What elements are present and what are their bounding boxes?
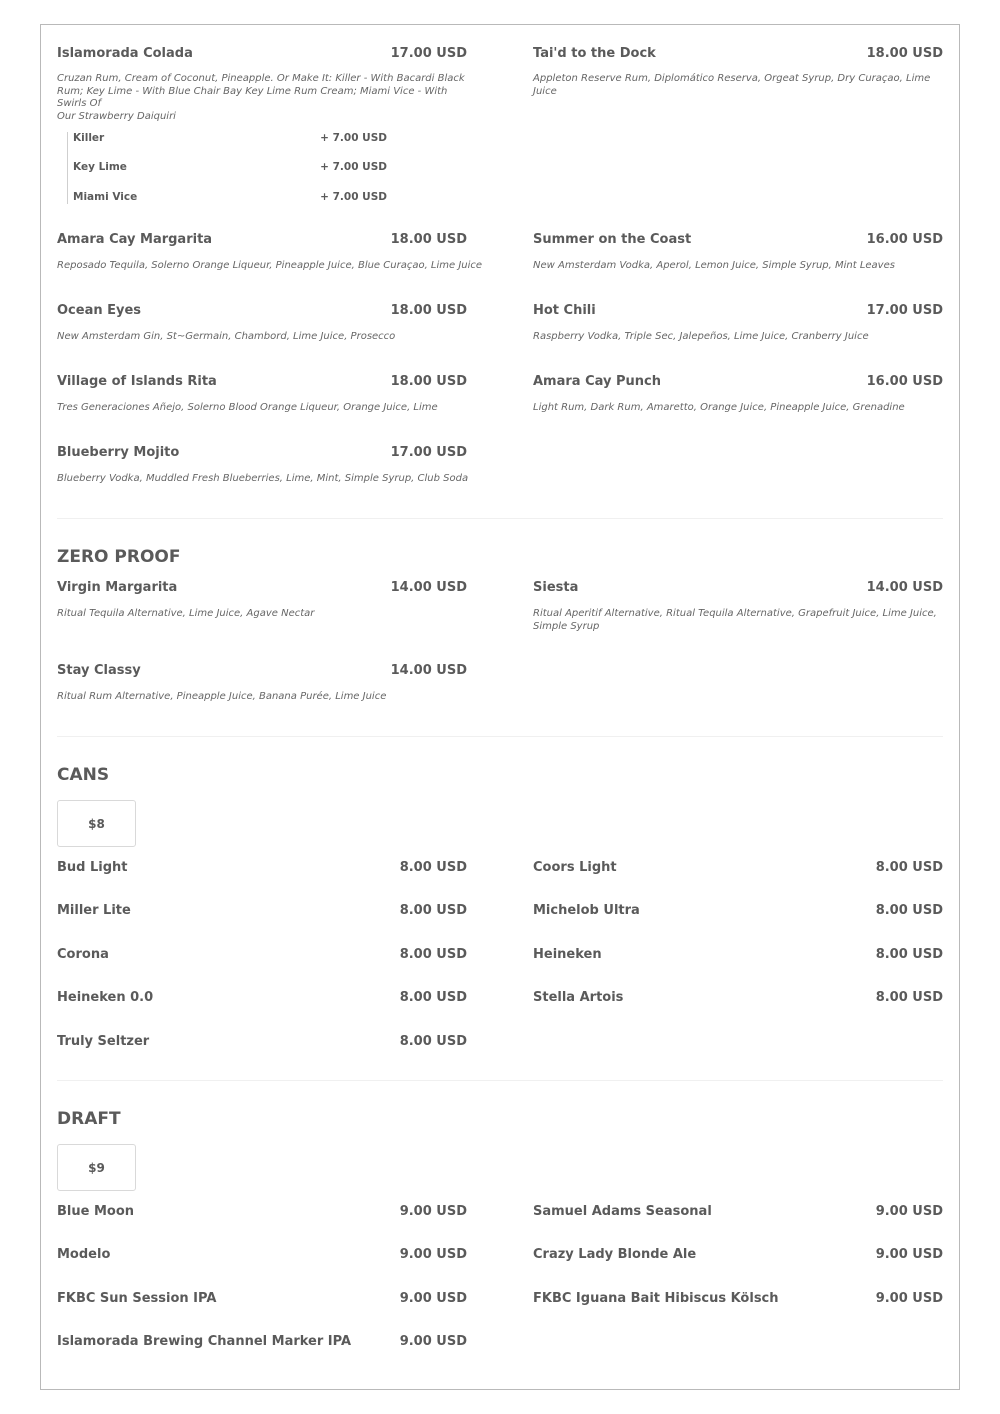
- addon-name[interactable]: Killer: [73, 132, 105, 144]
- item-description: Ritual Rum Alternative, Pineapple Juice, Banana Purée, Lime Juice: [57, 691, 387, 702]
- item-name: FKBC Iguana Bait Hibiscus Kölsch: [533, 1291, 779, 1306]
- item-price: 8.00 USD: [399, 1034, 467, 1049]
- item-price: 17.00 USD: [866, 303, 943, 318]
- item-name: Siesta: [533, 580, 579, 595]
- item-description: Tres Generaciones Añejo, Solerno Blood Orange Liqueur, Orange Juice, Lime: [57, 402, 438, 413]
- item-name: Crazy Lady Blonde Ale: [533, 1247, 697, 1262]
- item-price: 18.00 USD: [390, 232, 467, 247]
- item-name: Islamorada Colada: [57, 46, 193, 61]
- item-name: Virgin Margarita: [57, 580, 178, 595]
- section-divider: [57, 736, 943, 737]
- item-description: Reposado Tequila, Solerno Orange Liqueur, Pineapple Juice, Blue Curaçao, Lime Juice: [57, 260, 483, 271]
- item-name: Ocean Eyes: [57, 303, 142, 318]
- item-name: Hot Chili: [533, 303, 596, 318]
- item-price: 8.00 USD: [875, 990, 943, 1005]
- item-description: Light Rum, Dark Rum, Amaretto, Orange Juice, Pineapple Juice, Grenadine: [533, 402, 905, 413]
- section-divider: [57, 518, 943, 519]
- section-title-draft: DRAFT: [57, 1109, 121, 1129]
- item-name: Amara Cay Margarita: [57, 232, 213, 247]
- item-name: Stay Classy: [57, 663, 141, 678]
- item-price: 9.00 USD: [875, 1204, 943, 1219]
- item-price: 17.00 USD: [390, 445, 467, 460]
- addon-price: + 7.00 USD: [320, 191, 387, 203]
- item-name: Islamorada Brewing Channel Marker IPA: [57, 1334, 352, 1349]
- item-description: Ritual Tequila Alternative, Lime Juice, Agave Nectar: [57, 608, 315, 619]
- item-name: Blueberry Mojito: [57, 445, 180, 460]
- item-name: Village of Islands Rita: [57, 374, 217, 389]
- item-price: 8.00 USD: [399, 990, 467, 1005]
- menu-frame: [40, 24, 960, 1390]
- item-price: 16.00 USD: [866, 232, 943, 247]
- addon-price: + 7.00 USD: [320, 132, 387, 144]
- item-description: New Amsterdam Gin, St~Germain, Chambord, Lime Juice, Prosecco: [57, 331, 396, 342]
- addon-price: + 7.00 USD: [320, 161, 387, 173]
- item-price: 14.00 USD: [390, 663, 467, 678]
- section-title-zero-proof: ZERO PROOF: [57, 547, 181, 567]
- item-price: 18.00 USD: [390, 374, 467, 389]
- item-name: Miller Lite: [57, 903, 131, 918]
- item-description: Appleton Reserve Rum, Diplomático Reserva, Orgeat Syrup, Dry Curaçao, Lime Juice: [533, 73, 931, 97]
- item-name: Tai'd to the Dock: [533, 46, 656, 61]
- item-price: 14.00 USD: [390, 580, 467, 595]
- item-price: 9.00 USD: [399, 1204, 467, 1219]
- item-name: Heineken: [533, 947, 602, 962]
- addon-name[interactable]: Key Lime: [73, 161, 127, 173]
- section-title-cans: CANS: [57, 765, 110, 785]
- addon-divider: [67, 132, 68, 204]
- item-name: FKBC Sun Session IPA: [57, 1291, 217, 1306]
- item-price: 8.00 USD: [399, 903, 467, 918]
- item-description: Raspberry Vodka, Triple Sec, Jalepeños, Lime Juice, Cranberry Juice: [533, 331, 869, 342]
- addon-name[interactable]: Miami Vice: [73, 191, 138, 203]
- item-description: New Amsterdam Vodka, Aperol, Lemon Juice, Simple Syrup, Mint Leaves: [533, 260, 895, 271]
- section-divider: [57, 1080, 943, 1081]
- price-tag[interactable]: $9: [57, 1144, 136, 1191]
- item-price: 18.00 USD: [390, 303, 467, 318]
- item-price: 18.00 USD: [866, 46, 943, 61]
- item-name: Bud Light: [57, 860, 128, 875]
- item-price: 9.00 USD: [399, 1291, 467, 1306]
- item-name: Michelob Ultra: [533, 903, 640, 918]
- item-price: 8.00 USD: [875, 903, 943, 918]
- item-price: 14.00 USD: [866, 580, 943, 595]
- item-price: 8.00 USD: [399, 860, 467, 875]
- item-name: Modelo: [57, 1247, 111, 1262]
- item-name: Corona: [57, 947, 109, 962]
- item-price: 8.00 USD: [875, 860, 943, 875]
- item-name: Truly Seltzer: [57, 1034, 150, 1049]
- item-name: Stella Artois: [533, 990, 624, 1005]
- item-price: 8.00 USD: [399, 947, 467, 962]
- item-description: Blueberry Vodka, Muddled Fresh Blueberries, Lime, Mint, Simple Syrup, Club Soda: [57, 473, 469, 484]
- item-price: 8.00 USD: [875, 947, 943, 962]
- item-name: Coors Light: [533, 860, 617, 875]
- item-price: 17.00 USD: [390, 46, 467, 61]
- price-tag[interactable]: $8: [57, 800, 136, 847]
- item-name: Blue Moon: [57, 1204, 135, 1219]
- item-price: 9.00 USD: [399, 1334, 467, 1349]
- item-price: 9.00 USD: [399, 1247, 467, 1262]
- item-name: Heineken 0.0: [57, 990, 154, 1005]
- item-description: Cruzan Rum, Cream of Coconut, Pineapple. Or Make It: Killer - With Bacardi Black Rum; Key Lime - With Blue Chair Bay Key Lime Rum Cream; Miami Vice - With Swirls Of Our Strawberry Daiquiri: [57, 73, 465, 122]
- item-price: 16.00 USD: [866, 374, 943, 389]
- item-description: Ritual Aperitif Alternative, Ritual Tequila Alternative, Grapefruit Juice, Lime Juice, Simple Syrup: [533, 608, 937, 632]
- item-name: Summer on the Coast: [533, 232, 692, 247]
- item-price: 9.00 USD: [875, 1291, 943, 1306]
- item-price: 9.00 USD: [875, 1247, 943, 1262]
- item-name: Samuel Adams Seasonal: [533, 1204, 712, 1219]
- item-name: Amara Cay Punch: [533, 374, 662, 389]
